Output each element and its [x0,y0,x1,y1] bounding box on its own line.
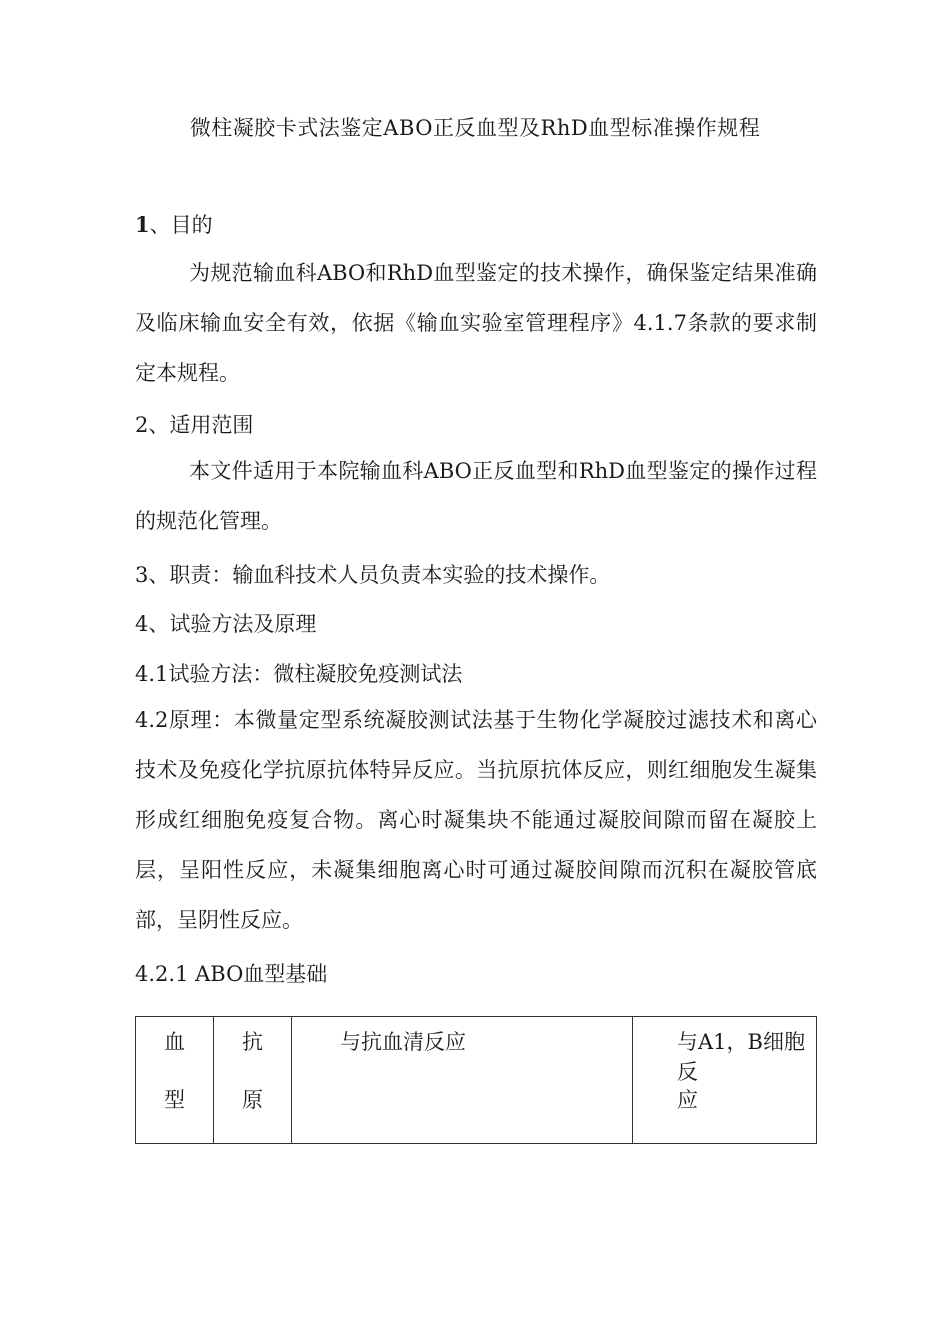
cell-text: 原 [242,1088,263,1112]
section-2-heading: 2、适用范围 [135,413,254,437]
section-3-heading: 3、职责：输血科技术人员负责本实验的技术操作。 [135,563,611,587]
section-4-2-1-heading: 4.2.1 ABO血型基础 [135,962,328,986]
purpose-paragraph [135,248,817,398]
section-1-label: 、目的 [149,213,213,237]
table-cell-cell-reaction [633,1017,817,1144]
cell-text: 血 [164,1030,185,1054]
cell-text: 应 [677,1088,698,1112]
section-1-number: 1 [135,212,150,237]
cell-text: 与抗血清反应 [340,1030,466,1054]
purpose-text: 为规范输血科ABO和RhD血型鉴定的技术操作，确保鉴定结果准确及临床输血安全有效，依据《输血实验室管理程序》4.1.7条款的要求制定本规程。 [135,261,817,385]
cell-text: 型 [164,1088,185,1112]
scope-paragraph [135,446,817,546]
abo-basis-table [135,1016,817,1144]
document-title: 微柱凝胶卡式法鉴定ABO正反血型及RhD血型标准操作规程 [189,116,761,140]
table-cell-antiserum-reaction [292,1017,633,1144]
table-cell-antigen [214,1017,292,1144]
scope-text: 本文件适用于本院输血科ABO正反血型和RhD血型鉴定的操作过程的规范化管理。 [135,459,817,533]
section-4-1-heading: 4.1试验方法：微柱凝胶免疫测试法 [135,662,463,686]
table-row [136,1017,817,1144]
principle-paragraph [135,695,817,945]
section-4-heading: 4、试验方法及原理 [135,612,317,636]
cell-text: 抗 [242,1030,263,1054]
table-cell-blood-type [136,1017,214,1144]
principle-text: 4.2原理：本微量定型系统凝胶测试法基于生物化学凝胶过滤技术和离心技术及免疫化学抗原抗体特异反应。当抗原抗体反应，则红细胞发生凝集形成红细胞免疫复合物。离心时凝集块不能通过凝胶间隙而留在凝胶上层，呈阳性反应，未凝集细胞离心时可通过凝胶间隙而沉积在凝胶管底部，呈阴性反应。 [135,708,817,932]
cell-text: 与A1，B细胞反 [677,1030,805,1084]
section-1-heading [135,209,213,239]
